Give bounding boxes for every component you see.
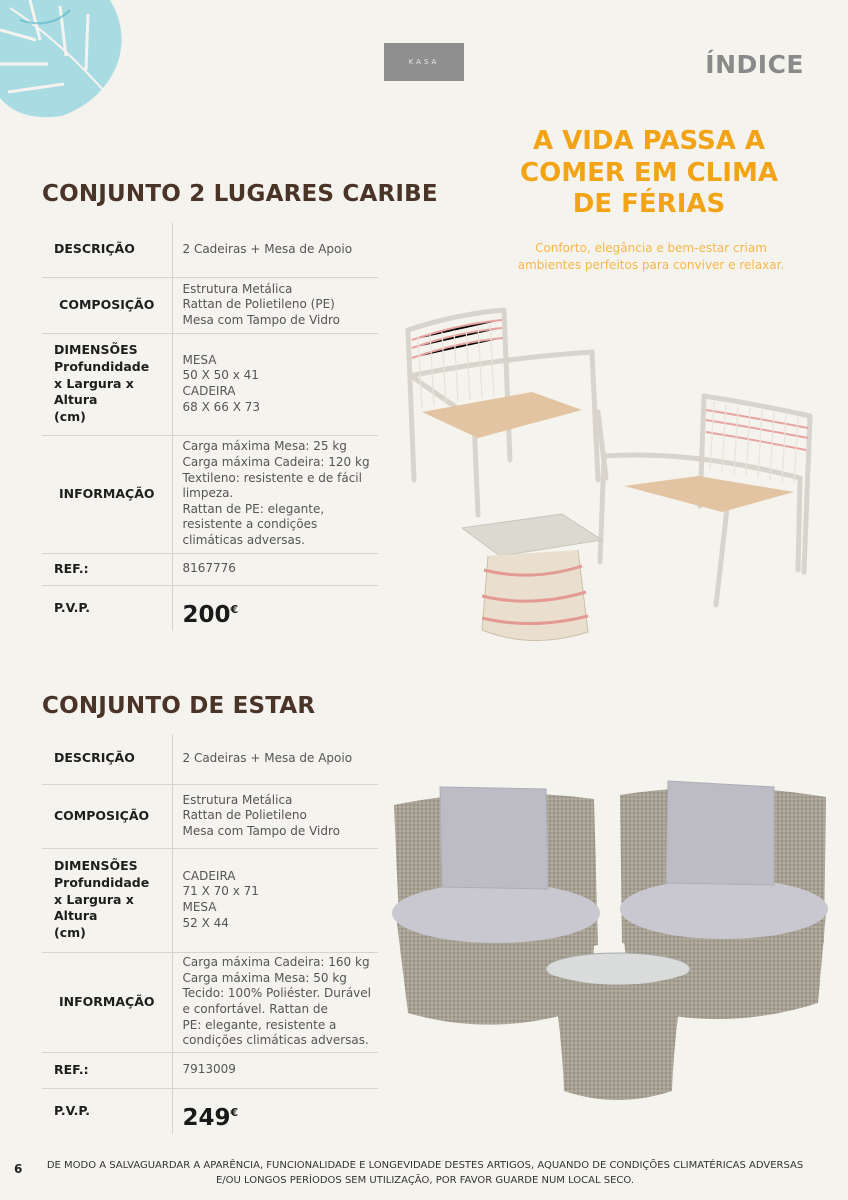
footer-disclaimer — [40, 1158, 810, 1188]
spec-label: DIMENSÕES Profundidade x Largura x Altura (cm) — [42, 848, 172, 952]
spec-value-dimensoes: CADEIRA 71 X 70 x 71 MESA 52 X 44 — [172, 848, 378, 952]
price-value: 249€ — [182, 1105, 239, 1132]
spec-value-informacao: Carga máxima Mesa: 25 kg Carga máxima Cadeira: 120 kg Textileno: resistente e de fácil limpeza. Rattan de PE: elegante, resistente a condições climáticas adversas. — [172, 435, 378, 553]
tagline-sub-line: ambientes perfeitos para conviver e relaxar. — [517, 257, 785, 272]
product-photo-estar — [390, 775, 830, 1110]
product-spec-table — [42, 223, 378, 631]
index-link[interactable]: ÍNDICE — [705, 50, 804, 79]
side-table — [462, 514, 602, 641]
spec-value-composicao: Estrutura Metálica Rattan de Polietileno (PE) Mesa com Tampo de Vidro — [172, 277, 378, 333]
spec-value-dimensoes: MESA 50 X 50 x 41 CADEIRA 68 X 66 X 73 — [172, 333, 378, 435]
side-table — [546, 953, 690, 1100]
spec-label: REF.: — [42, 553, 172, 585]
spec-label: P.V.P. — [54, 1102, 91, 1118]
spec-value-descricao: 2 Cadeiras + Mesa de Apoio — [172, 734, 378, 784]
tagline-headline — [494, 126, 804, 221]
monstera-leaf-decoration — [0, 0, 140, 120]
spec-label: DIMENSÕES Profundidade x Largura x Altura (cm) — [42, 333, 172, 435]
price — [172, 585, 378, 631]
tagline-line: DE FÉRIAS — [572, 189, 726, 220]
product-photo-caribe — [392, 300, 822, 660]
spec-label: INFORMAÇÃO — [42, 435, 172, 553]
price-value: 200€ — [182, 602, 239, 629]
footer-line: DE MODO A SALVAGUARDAR A APARÊNCIA, FUNCIONALIDADE E LONGEVIDADE DESTES ARTIGOS, AQUANDO DE CONDIÇÕES CLIMATÉRICAS ADVERSAS — [46, 1160, 804, 1171]
spec-value-composicao: Estrutura Metálica Rattan de Polietileno Mesa com Tampo de Vidro — [172, 784, 378, 848]
spec-value-informacao: Carga máxima Cadeira: 160 kg Carga máxima Mesa: 50 kg Tecido: 100% Poliéster. Durável e confortável. Rattan de PE: elegante, resistente a condições climáticas adversas. — [172, 952, 378, 1052]
tagline-line: COMER EM CLIMA — [520, 157, 778, 188]
tagline-subtitle — [492, 240, 810, 274]
spec-value-descricao: 2 Cadeiras + Mesa de Apoio — [172, 223, 378, 277]
spec-label: COMPOSIÇÃO — [42, 277, 172, 333]
price — [172, 1088, 378, 1134]
spec-label: DESCRIÇÃO — [42, 734, 172, 784]
spec-label: DESCRIÇÃO — [42, 223, 172, 277]
spec-value-ref: 8167776 — [172, 553, 378, 585]
spec-label: REF.: — [42, 1052, 172, 1088]
product-title: CONJUNTO 2 LUGARES CARIBE — [42, 181, 438, 207]
tagline-line: A VIDA PASSA A — [532, 126, 766, 156]
product-title: CONJUNTO DE ESTAR — [42, 693, 316, 719]
spec-label: P.V.P. — [54, 599, 91, 615]
tagline-sub-line: Conforto, elegância e bem-estar criam — [535, 241, 767, 255]
spec-label: COMPOSIÇÃO — [42, 784, 172, 848]
spec-label: INFORMAÇÃO — [42, 952, 172, 1052]
spec-value-ref: 7913009 — [172, 1052, 378, 1088]
footer-line: E/OU LONGOS PERÍODOS SEM UTILIZAÇÃO, POR FAVOR GUARDE NUM LOCAL SECO. — [215, 1175, 635, 1186]
page-number: 6 — [14, 1162, 23, 1176]
brand-logo: KASA — [384, 43, 464, 81]
product-spec-table — [42, 734, 378, 1134]
